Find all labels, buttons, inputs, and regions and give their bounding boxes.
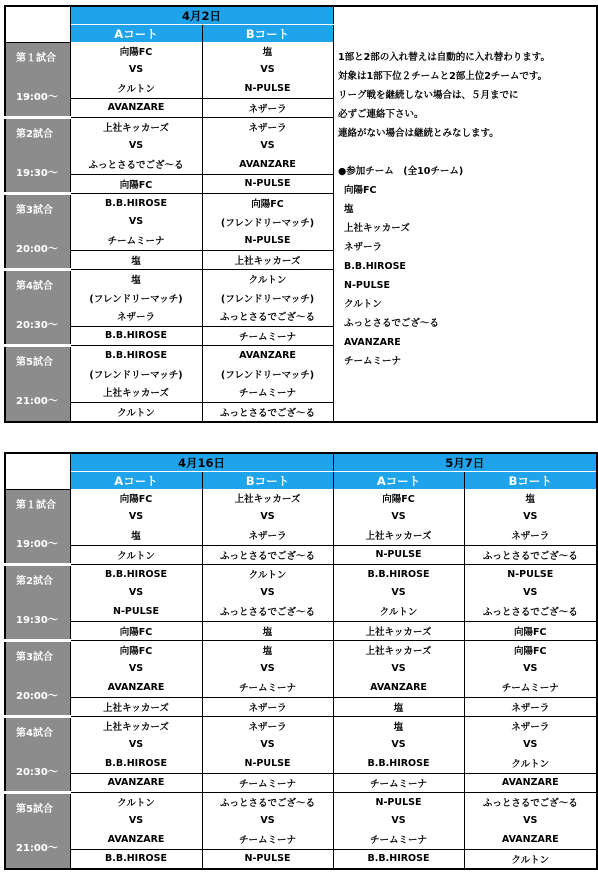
game-time: 19:30～ bbox=[16, 615, 58, 626]
team-name: B.B.HIROSE bbox=[333, 565, 464, 584]
team-name: N-PULSE bbox=[202, 79, 333, 98]
referee-team: B.B.HIROSE bbox=[70, 849, 202, 869]
note-line: 必ずご連絡下さい。 bbox=[338, 109, 424, 120]
team-name: チームミーナ bbox=[70, 231, 202, 250]
versus-label: VS bbox=[464, 584, 597, 603]
game-label bbox=[5, 118, 70, 194]
court-header-b: Bコート bbox=[202, 472, 333, 490]
game-number: 第4試合 bbox=[16, 281, 53, 292]
team-name: ネザーラ bbox=[70, 307, 202, 326]
versus-label: VS bbox=[70, 213, 202, 232]
game-label bbox=[5, 42, 70, 118]
game-label bbox=[5, 717, 70, 793]
referee-team: N-PULSE bbox=[202, 849, 333, 869]
game-label bbox=[5, 641, 70, 717]
referee-team: ネザーラ bbox=[202, 98, 333, 118]
referee-team: 塩 bbox=[202, 621, 333, 641]
game-time: 19:00～ bbox=[16, 91, 58, 103]
versus-label: VS bbox=[464, 508, 597, 527]
court-header-a: Aコート bbox=[333, 472, 464, 490]
team-name: B.B.HIROSE bbox=[70, 194, 202, 213]
team-name: チームミーナ bbox=[202, 830, 333, 849]
team-item: 上社キッカーズ bbox=[344, 223, 410, 234]
referee-team: AVANZARE bbox=[70, 98, 202, 118]
team-name: 向陽FC bbox=[70, 42, 202, 61]
date-header: 5月7日 bbox=[333, 453, 597, 472]
team-name: 上社キッカーズ bbox=[70, 383, 202, 402]
versus-label: VS bbox=[70, 508, 202, 527]
team-name: ふっとさるでござ～る bbox=[202, 793, 333, 812]
game-number: 第2試合 bbox=[16, 576, 53, 587]
team-name: 向陽FC bbox=[202, 194, 333, 213]
team-item: 向陽FC bbox=[344, 185, 377, 196]
referee-team: ふっとさるでござ～る bbox=[202, 402, 333, 422]
team-name: 向陽FC bbox=[464, 641, 597, 660]
versus-label: VS bbox=[70, 812, 202, 831]
date-header: 4月16日 bbox=[70, 453, 333, 472]
referee-team: B.B.HIROSE bbox=[333, 849, 464, 869]
team-name: チームミーナ bbox=[464, 678, 597, 697]
team-name: ふっとさるでござ～る bbox=[464, 602, 597, 621]
referee-team: チームミーナ bbox=[333, 773, 464, 793]
game-label bbox=[5, 565, 70, 641]
team-name: 向陽FC bbox=[70, 641, 202, 660]
referee-team: クルトン bbox=[464, 849, 597, 869]
team-item: N-PULSE bbox=[344, 280, 390, 291]
referee-team: B.B.HIROSE bbox=[70, 326, 202, 346]
versus-label: VS bbox=[202, 61, 333, 80]
team-name: ふっとさるでござ～る bbox=[202, 602, 333, 621]
versus-label: (フレンドリーマッチ) bbox=[202, 213, 333, 232]
referee-team: ネザーラ bbox=[464, 697, 597, 717]
referee-team: 上社キッカーズ bbox=[333, 621, 464, 641]
team-name: N-PULSE bbox=[333, 793, 464, 812]
team-name: 上社キッカーズ bbox=[333, 641, 464, 660]
versus-label: VS bbox=[333, 812, 464, 831]
versus-label: VS bbox=[333, 508, 464, 527]
team-name: クルトン bbox=[333, 602, 464, 621]
team-name: クルトン bbox=[202, 565, 333, 584]
versus-label: VS bbox=[202, 137, 333, 156]
team-name: B.B.HIROSE bbox=[70, 346, 202, 365]
versus-label: VS bbox=[333, 584, 464, 603]
team-name: ふっとさるでござ～る bbox=[70, 155, 202, 174]
team-name: AVANZARE bbox=[70, 830, 202, 849]
team-name: 塩 bbox=[202, 641, 333, 660]
team-item: AVANZARE bbox=[344, 337, 401, 348]
game-time: 20:00～ bbox=[16, 691, 58, 702]
game-number: 第4試合 bbox=[16, 728, 53, 739]
versus-label: (フレンドリーマッチ) bbox=[202, 289, 333, 308]
team-name: ネザーラ bbox=[464, 717, 597, 736]
note-line: リーグ戦を継続しない場合は、５月までに bbox=[338, 90, 519, 101]
teams-heading: ●参加チーム (全10チーム) bbox=[338, 166, 464, 177]
referee-team: N-PULSE bbox=[202, 174, 333, 194]
team-item: B.B.HIROSE bbox=[344, 261, 406, 272]
team-name: 向陽FC bbox=[333, 489, 464, 508]
versus-label: VS bbox=[202, 584, 333, 603]
court-header-b: Bコート bbox=[464, 472, 597, 490]
versus-label: VS bbox=[464, 736, 597, 755]
game-number: 第2試合 bbox=[16, 129, 53, 140]
versus-label: VS bbox=[202, 736, 333, 755]
team-name: 向陽FC bbox=[70, 489, 202, 508]
team-name: ネザーラ bbox=[202, 526, 333, 545]
versus-label: VS bbox=[70, 736, 202, 755]
team-name: AVANZARE bbox=[202, 155, 333, 174]
corner-cell bbox=[5, 453, 70, 489]
team-name: チームミーナ bbox=[333, 830, 464, 849]
team-item: ネザーラ bbox=[344, 242, 383, 253]
team-name: AVANZARE bbox=[333, 678, 464, 697]
versus-label: VS bbox=[70, 137, 202, 156]
game-number: 第3試合 bbox=[16, 205, 53, 216]
court-header-b: Bコート bbox=[202, 25, 333, 43]
team-name: チームミーナ bbox=[202, 678, 333, 697]
game-number: 第１試合 bbox=[16, 499, 56, 511]
versus-label: VS bbox=[333, 660, 464, 679]
game-time: 19:30～ bbox=[16, 168, 58, 179]
referee-team: 向陽FC bbox=[464, 621, 597, 641]
team-name: チームミーナ bbox=[202, 383, 333, 402]
versus-label: VS bbox=[202, 660, 333, 679]
team-item: 塩 bbox=[344, 204, 354, 215]
referee-team: ネザーラ bbox=[202, 697, 333, 717]
team-name: ネザーラ bbox=[464, 526, 597, 545]
court-header-a: Aコート bbox=[70, 25, 202, 43]
game-number: 第3試合 bbox=[16, 652, 53, 663]
team-name: B.B.HIROSE bbox=[70, 565, 202, 584]
team-name: ふっとさるでござ～る bbox=[202, 307, 333, 326]
versus-label: VS bbox=[202, 508, 333, 527]
versus-label: (フレンドリーマッチ) bbox=[70, 365, 202, 384]
team-name: AVANZARE bbox=[70, 678, 202, 697]
game-label bbox=[5, 194, 70, 270]
corner-cell bbox=[5, 6, 70, 42]
versus-label: VS bbox=[70, 61, 202, 80]
game-label bbox=[5, 270, 70, 346]
versus-label: (フレンドリーマッチ) bbox=[202, 365, 333, 384]
team-name: 上社キッカーズ bbox=[202, 489, 333, 508]
court-header-a: Aコート bbox=[70, 472, 202, 490]
game-label bbox=[5, 346, 70, 423]
team-name: ネザーラ bbox=[202, 717, 333, 736]
referee-team: 塩 bbox=[333, 697, 464, 717]
team-name: 上社キッカーズ bbox=[70, 118, 202, 137]
referee-team: AVANZARE bbox=[464, 773, 597, 793]
team-name: ふっとさるでござ～る bbox=[464, 793, 597, 812]
notes-panel bbox=[333, 6, 597, 42]
referee-team: 上社キッカーズ bbox=[70, 697, 202, 717]
team-name: AVANZARE bbox=[202, 346, 333, 365]
note-line: 1部と2部の入れ替えは自動的に入れ替わります。 bbox=[338, 52, 550, 63]
team-name: B.B.HIROSE bbox=[333, 754, 464, 773]
referee-team: 上社キッカーズ bbox=[202, 250, 333, 270]
game-label bbox=[5, 489, 70, 565]
game-time: 20:00～ bbox=[16, 244, 58, 255]
referee-team: N-PULSE bbox=[333, 545, 464, 565]
referee-team: チームミーナ bbox=[202, 326, 333, 346]
game-number: 第5試合 bbox=[16, 804, 53, 815]
versus-label: VS bbox=[70, 660, 202, 679]
team-name: N-PULSE bbox=[202, 231, 333, 250]
team-name: 上社キッカーズ bbox=[333, 526, 464, 545]
referee-team: チームミーナ bbox=[202, 773, 333, 793]
team-name: 塩 bbox=[464, 489, 597, 508]
team-name: N-PULSE bbox=[70, 602, 202, 621]
referee-team: 向陽FC bbox=[70, 174, 202, 194]
schedule-table-2 bbox=[4, 452, 598, 870]
versus-label: VS bbox=[464, 812, 597, 831]
referee-team: ふっとさるでござ～る bbox=[202, 545, 333, 565]
team-name: 塩 bbox=[202, 42, 333, 61]
date-header: 4月2日 bbox=[70, 6, 333, 25]
notes bbox=[338, 48, 596, 371]
referee-team: AVANZARE bbox=[70, 773, 202, 793]
referee-team: ふっとさるでござ～る bbox=[464, 545, 597, 565]
team-name: 塩 bbox=[70, 270, 202, 289]
team-name: N-PULSE bbox=[202, 754, 333, 773]
note-line: 対象は1部下位２チームと2部上位2チームです。 bbox=[338, 71, 548, 82]
team-name: クルトン bbox=[70, 79, 202, 98]
team-item: チームミーナ bbox=[344, 356, 402, 367]
game-label bbox=[5, 793, 70, 870]
referee-team: クルトン bbox=[70, 402, 202, 422]
team-name: 塩 bbox=[333, 717, 464, 736]
versus-label: VS bbox=[70, 584, 202, 603]
team-name: ネザーラ bbox=[202, 118, 333, 137]
game-time: 19:00～ bbox=[16, 538, 58, 550]
team-name: 上社キッカーズ bbox=[70, 717, 202, 736]
referee-team: 向陽FC bbox=[70, 621, 202, 641]
versus-label: VS bbox=[333, 736, 464, 755]
game-time: 20:30～ bbox=[16, 767, 58, 778]
team-name: クルトン bbox=[202, 270, 333, 289]
game-number: 第１試合 bbox=[16, 52, 56, 64]
referee-team: クルトン bbox=[70, 545, 202, 565]
game-number: 第5試合 bbox=[16, 357, 53, 368]
versus-label: VS bbox=[464, 660, 597, 679]
team-item: ふっとさるでござ～る bbox=[344, 318, 439, 329]
note-line: 連絡がない場合は継続とみなします。 bbox=[338, 128, 499, 139]
team-name: AVANZARE bbox=[464, 830, 597, 849]
versus-label: (フレンドリーマッチ) bbox=[70, 289, 202, 308]
team-name: N-PULSE bbox=[464, 565, 597, 584]
team-name: クルトン bbox=[70, 793, 202, 812]
team-item: クルトン bbox=[344, 299, 382, 310]
team-name: クルトン bbox=[464, 754, 597, 773]
versus-label: VS bbox=[202, 812, 333, 831]
team-name: B.B.HIROSE bbox=[70, 754, 202, 773]
game-time: 21:00～ bbox=[16, 396, 58, 407]
referee-team: 塩 bbox=[70, 250, 202, 270]
game-time: 20:30～ bbox=[16, 320, 58, 331]
team-name: 塩 bbox=[70, 526, 202, 545]
game-time: 21:00～ bbox=[16, 843, 58, 854]
